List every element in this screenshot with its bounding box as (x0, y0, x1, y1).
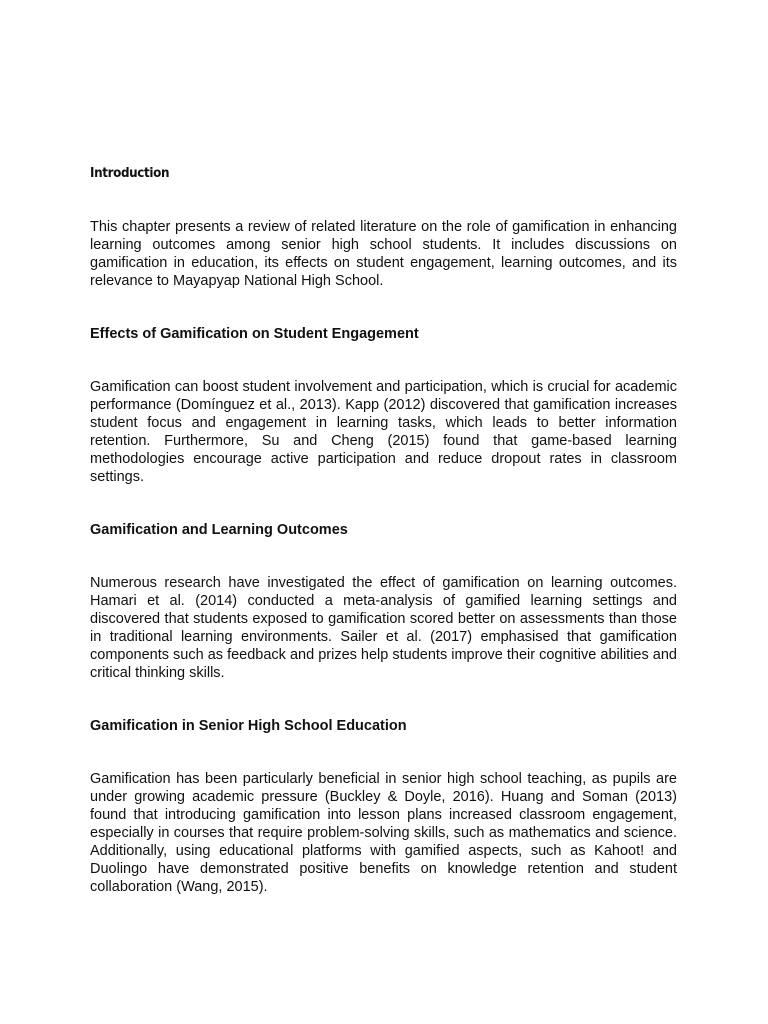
spacer (90, 486, 677, 520)
spacer (90, 682, 677, 716)
spacer (90, 344, 677, 378)
spacer (90, 540, 677, 574)
section-heading-senior-high: Gamification in Senior High School Education (90, 718, 407, 734)
document-body (90, 164, 677, 896)
section-paragraph-engagement: Gamification can boost student involvement and participation, which is crucial for academic performance (Domínguez et al., 2013). Kapp (2012) discovered that gamification increases student focus and engagement in learning tasks, which leads to better information retention. Furthermore, Su and Cheng (2015) found that game-based learning methodologies encourage active participation and reduce dropout rates in classroom settings. (90, 379, 677, 485)
section-paragraph-senior-high: Gamification has been particularly beneficial in senior high school teaching, as pupils are under growing academic pressure (Buckley & Doyle, 2016). Huang and Soman (2013) found that introducing gamification into lesson plans increased classroom engagement, especially in courses that require problem-solving skills, such as mathematics and science. Additionally, using educational platforms with gamified aspects, such as Kahoot! and Duolingo have demonstrated positive benefits on knowledge retention and student collaboration (Wang, 2015). (90, 771, 677, 895)
spacer (90, 290, 677, 324)
introduction-paragraph: This chapter presents a review of related literature on the role of gamification in enhancing learning outcomes among senior high school students. It includes discussions on gamification in education, its effects on student engagement, learning outcomes, and its relevance to Mayapyap National High School. (90, 219, 677, 289)
section-heading-engagement: Effects of Gamification on Student Engagement (90, 326, 419, 342)
spacer (90, 736, 677, 770)
section-heading-learning-outcomes: Gamification and Learning Outcomes (90, 522, 348, 538)
section-paragraph-learning-outcomes: Numerous research have investigated the effect of gamification on learning outcomes. Hamari et al. (2014) conducted a meta-analysis of gamified learning settings and discovered that students exposed to gamification scored better on assessments than those in traditional learning environments. Sailer et al. (2017) emphasised that gamification components such as feedback and prizes help students improve their cognitive abilities and critical thinking skills. (90, 575, 677, 681)
introduction-heading: Introduction (90, 166, 170, 181)
spacer (90, 184, 677, 218)
